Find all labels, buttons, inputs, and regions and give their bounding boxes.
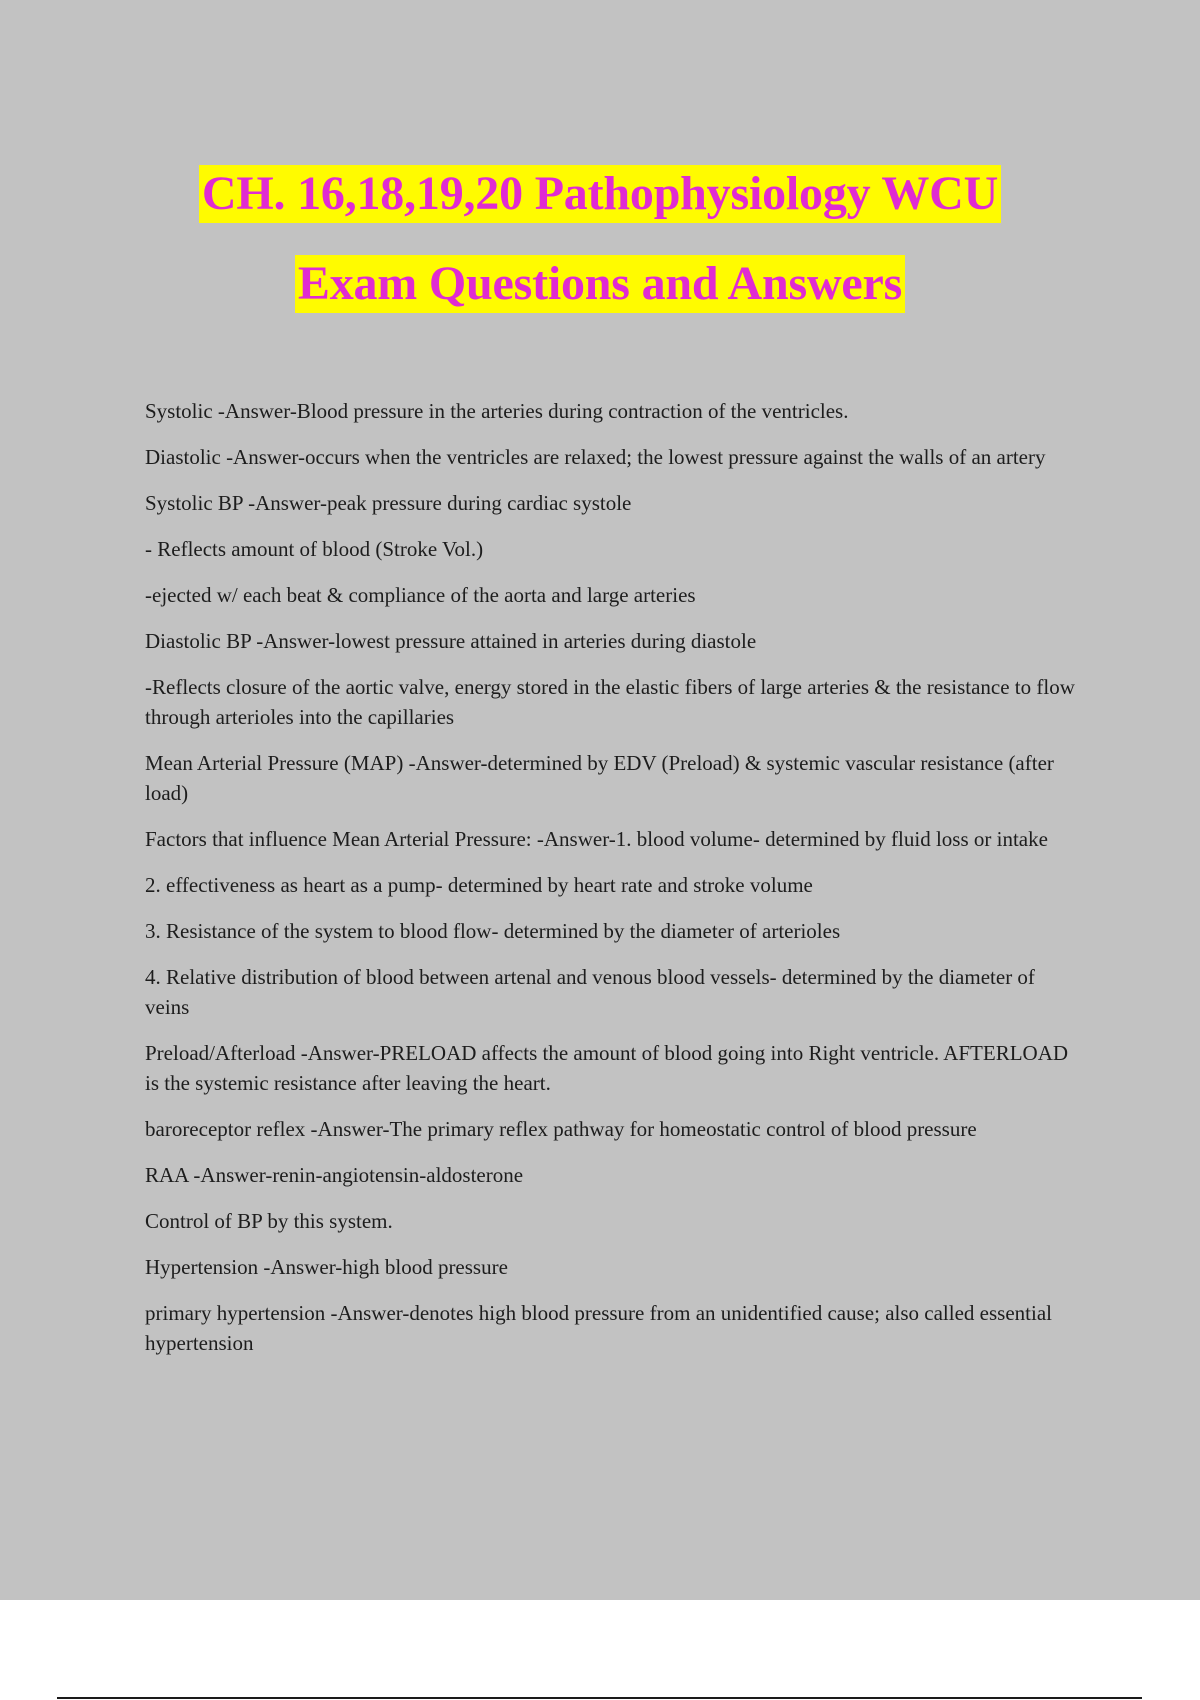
qa-entry: Systolic BP -Answer-peak pressure during cardiac systole <box>145 491 632 515</box>
qa-entry: 2. effectiveness as heart as a pump- determined by heart rate and stroke volume <box>145 873 813 897</box>
qa-entry: 4. Relative distribution of blood between artenal and venous blood vessels- determined by the diameter of veins <box>145 965 1035 1019</box>
title-line-1: CH. 16,18,19,20 Pathophysiology WCU <box>199 165 1001 223</box>
qa-entry: Factors that influence Mean Arterial Pressure: -Answer-1. blood volume- determined by fluid loss or intake <box>145 827 1048 851</box>
qa-entry: baroreceptor reflex -Answer-The primary reflex pathway for homeostatic control of blood pressure <box>145 1117 977 1141</box>
qa-entry: RAA -Answer-renin-angiotensin-aldosterone <box>145 1163 524 1187</box>
document-title <box>0 165 1200 345</box>
qa-entry: -ejected w/ each beat & compliance of the aorta and large arteries <box>145 583 696 607</box>
qa-entry: Mean Arterial Pressure (MAP) -Answer-determined by EDV (Preload) & systemic vascular resistance (after load) <box>145 751 1054 805</box>
qa-list <box>145 396 1075 1374</box>
title-line-2: Exam Questions and Answers <box>295 255 905 313</box>
qa-entry: Control of BP by this system. <box>145 1209 393 1233</box>
qa-entry: Systolic -Answer-Blood pressure in the arteries during contraction of the ventricles. <box>145 399 849 423</box>
qa-entry: - Reflects amount of blood (Stroke Vol.) <box>145 537 484 561</box>
qa-entry: Hypertension -Answer-high blood pressure <box>145 1255 508 1279</box>
qa-entry: Preload/Afterload -Answer-PRELOAD affects the amount of blood going into Right ventricle. AFTERLOAD is the systemic resistance after leaving the heart. <box>145 1041 1069 1095</box>
qa-entry: -Reflects closure of the aortic valve, energy stored in the elastic fibers of large arteries & the resistance to flow through arterioles into the capillaries <box>145 675 1075 729</box>
qa-entry: Diastolic -Answer-occurs when the ventricles are relaxed; the lowest pressure against the walls of an artery <box>145 445 1046 469</box>
qa-entry: primary hypertension -Answer-denotes high blood pressure from an unidentified cause; also called essential hypertension <box>145 1301 1052 1355</box>
qa-entry: Diastolic BP -Answer-lowest pressure attained in arteries during diastole <box>145 629 757 653</box>
footer-divider <box>57 1697 1142 1699</box>
qa-entry: 3. Resistance of the system to blood flow- determined by the diameter of arterioles <box>145 919 841 943</box>
